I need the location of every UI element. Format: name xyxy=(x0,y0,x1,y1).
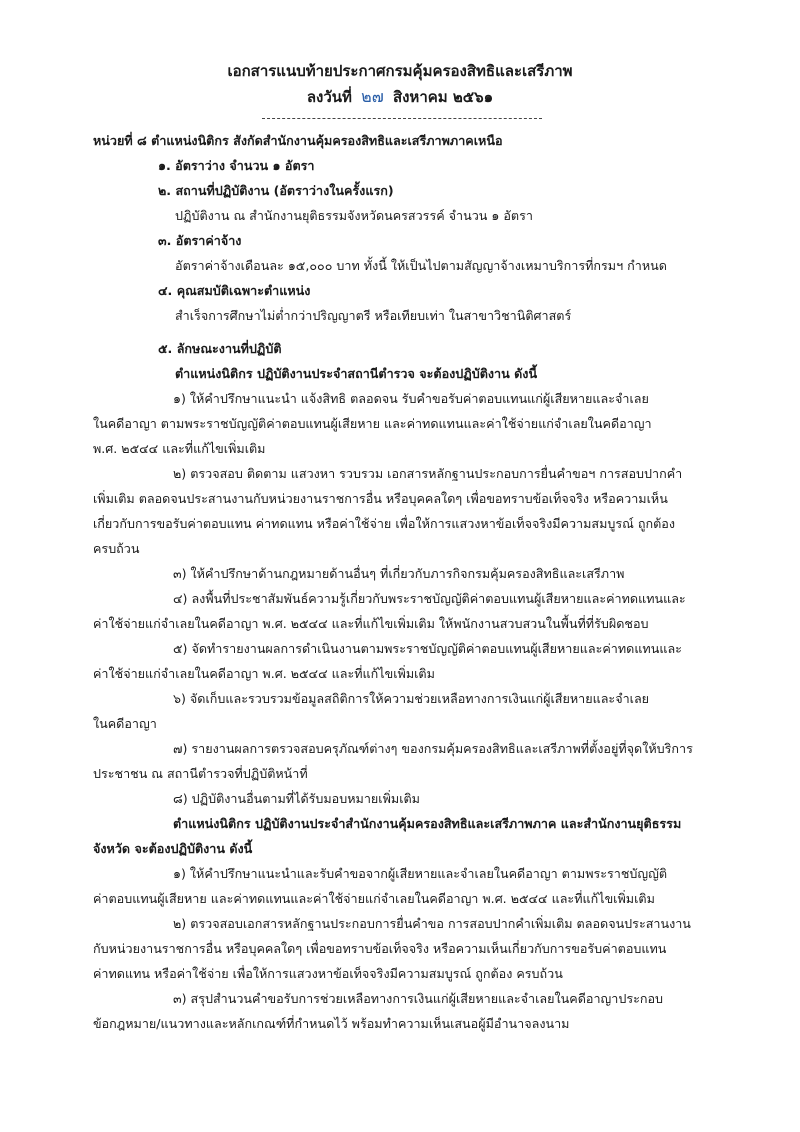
duty-item: ๒) ตรวจสอบ ติดตาม แสวงหา รวบรวม เอกสารหลักฐานประกอบการยื่นคำขอฯ การสอบปากคำ xyxy=(173,466,683,481)
duty-item-cont: ข้อกฎหมาย/แนวทางและหลักเกณฑ์ที่กำหนดไว้ พร้อมทำความเห็นเสนอผู้มีอำนาจลงนาม xyxy=(93,1016,570,1031)
duty-item: ๓) สรุปสำนวนคำขอรับการช่วยเหลือทางการเงินแก่ผู้เสียหายและจำเลยในคดีอาญาประกอบ xyxy=(173,991,664,1006)
duty-item: ๒) ตรวจสอบเอกสารหลักฐานประกอบการยื่นคำขอ การสอบปากคำเพิ่มเติม ตลอดจนประสานงาน xyxy=(173,916,691,931)
section-detail: อัตราค่าจ้างเดือนละ ๑๕,๐๐๐ บาท ทั้งนี้ ให้เป็นไปตามสัญญาจ้างเหมาบริการที่กรมฯ กำหนด xyxy=(175,258,667,273)
section-title: ๔. คุณสมบัติเฉพาะตำแหน่ง xyxy=(158,283,311,298)
duty-item: ๗) รายงานผลการตรวจสอบครุภัณฑ์ต่างๆ ของกรมคุ้มครองสิทธิและเสรีภาพที่ตั้งอยู่ที่จุดให้บริการ xyxy=(173,741,693,756)
section-title: ๑. อัตราว่าง จำนวน ๑ อัตรา xyxy=(158,158,315,173)
duty-item-cont: ค่าใช้จ่ายแก่จำเลยในคดีอาญา พ.ศ. ๒๕๔๔ และที่แก้ไขเพิ่มเติม xyxy=(93,666,435,681)
dashed-divider xyxy=(262,118,542,119)
duty-item-cont: ครบถ้วน xyxy=(93,541,140,556)
section-title: ๕. ลักษณะงานที่ปฏิบัติ xyxy=(158,341,282,356)
section-title: ๒. สถานที่ปฏิบัติงาน (อัตราว่างในครั้งแรก) xyxy=(158,183,394,198)
section-detail: ปฏิบัติงาน ณ สำนักงานยุติธรรมจังหวัดนครสวรรค์ จำนวน ๑ อัตรา xyxy=(175,208,533,223)
document-header xyxy=(0,58,800,110)
duty-item: ๕) จัดทำรายงานผลการดำเนินงานตามพระราชบัญญัติค่าตอบแทนผู้เสียหายและค่าทดแทนและ xyxy=(173,641,682,656)
duty-item-cont: เพิ่มเติม ตลอดจนประสานงานกับหน่วยงานราชการอื่น หรือบุคคลใดๆ เพื่อขอทราบข้อเท็จจริง หรือความเห็น xyxy=(93,491,668,506)
duty-item-cont: กับหน่วยงานราชการอื่น หรือบุคคลใดๆ เพื่อขอทราบข้อเท็จจริง หรือความเห็นเกี่ยวกับการขอรับค่าตอบแทน xyxy=(93,941,667,956)
duties-office-heading: ตำแหน่งนิติกร ปฏิบัติงานประจำสำนักงานคุ้มครองสิทธิและเสรีภาพภาค และสำนักงานยุติธรรม xyxy=(173,816,682,831)
duty-item-cont: ประชาชน ณ สถานีตำรวจที่ปฏิบัติหน้าที่ xyxy=(93,766,308,781)
duty-item-cont: ในคดีอาญา ตามพระราชบัญญัติค่าตอบแทนผู้เสียหาย และค่าทดแทนและค่าใช้จ่ายแก่จำเลยในคดีอาญา xyxy=(93,416,652,431)
date-suffix: สิงหาคม ๒๕๖๑ xyxy=(392,88,494,106)
section-title: ๓. อัตราค่าจ้าง xyxy=(158,233,242,248)
duty-item: ๑) ให้คำปรึกษาแนะนำและรับคำขอจากผู้เสียหายและจำเลยในคดีอาญา ตามพระราชบัญญัติ xyxy=(173,866,668,881)
section-detail: สำเร็จการศึกษาไม่ต่ำกว่าปริญญาตรี หรือเทียบเท่า ในสาขาวิชานิติศาสตร์ xyxy=(175,308,572,323)
duty-item: ๔) ลงพื้นที่ประชาสัมพันธ์ความรู้เกี่ยวกับพระราชบัญญัติค่าตอบแทนผู้เสียหายและค่าทดแทนและ xyxy=(173,591,686,606)
duties-police-heading: ตำแหน่งนิติกร ปฏิบัติงานประจำสถานีตำรวจ จะต้องปฏิบัติงาน ดังนี้ xyxy=(175,366,538,381)
duty-item-cont: เกี่ยวกับการขอรับค่าตอบแทน ค่าทดแทน หรือค่าใช้จ่าย เพื่อให้การแสวงหาข้อเท็จจริงมีความสมบูรณ์ ถูกต้อง xyxy=(93,516,675,531)
date-day-stamp: ๒๗ xyxy=(361,87,384,106)
document-body xyxy=(93,128,733,1036)
duty-item: ๘) ปฏิบัติงานอื่นตามที่ได้รับมอบหมายเพิ่มเติม xyxy=(173,791,420,806)
duty-item-cont: ในคดีอาญา xyxy=(93,716,157,731)
date-prefix: ลงวันที่ xyxy=(306,88,352,106)
duty-item-cont: ค่าใช้จ่ายแก่จำเลยในคดีอาญา พ.ศ. ๒๕๔๔ และที่แก้ไขเพิ่มเติม ให้พนักงานสวบสวนในพื้นที่ที่รับผิดชอบ xyxy=(93,616,649,631)
duty-item: ๓) ให้คำปรึกษาด้านกฎหมายด้านอื่นๆ ที่เกี่ยวกับภารกิจกรมคุ้มครองสิทธิและเสรีภาพ xyxy=(173,566,625,581)
duty-item-cont: พ.ศ. ๒๕๔๔ และที่แก้ไขเพิ่มเติม xyxy=(93,441,266,456)
document-title: เอกสารแนบท้ายประกาศกรมคุ้มครองสิทธิและเสรีภาพ xyxy=(227,62,573,80)
document-date xyxy=(0,84,800,110)
duty-item: ๖) จัดเก็บและรวบรวมข้อมูลสถิติการให้ความช่วยเหลือทางการเงินแก่ผู้เสียหายและจำเลย xyxy=(173,691,650,706)
duty-item-cont: ค่าตอบแทนผู้เสียหาย และค่าทดแทนและค่าใช้จ่ายแก่จำเลยในคดีอาญา พ.ศ. ๒๕๔๔ และที่แก้ไขเพิ่มเติม xyxy=(93,891,655,906)
duty-item-cont: ค่าทดแทน หรือค่าใช้จ่าย เพื่อให้การแสวงหาข้อเท็จจริงมีความสมบูรณ์ ถูกต้อง ครบถ้วน xyxy=(93,966,563,981)
duties-office-heading-cont: จังหวัด จะต้องปฏิบัติงาน ดังนี้ xyxy=(93,841,253,856)
duty-item: ๑) ให้คำปรึกษาแนะนำ แจ้งสิทธิ ตลอดจน รับคำขอรับค่าตอบแทนแก่ผู้เสียหายและจำเลย xyxy=(173,391,649,406)
unit-heading: หน่วยที่ ๘ ตำแหน่งนิติกร สังกัดสำนักงานคุ้มครองสิทธิและเสรีภาพภาคเหนือ xyxy=(93,133,503,148)
